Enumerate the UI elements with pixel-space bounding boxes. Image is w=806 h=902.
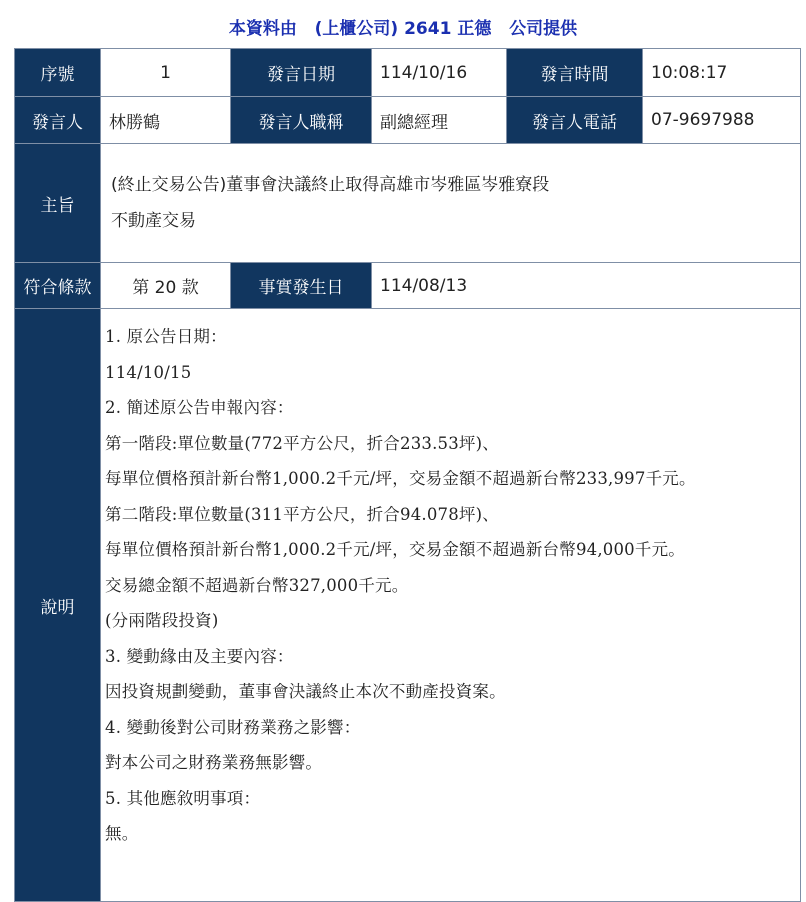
speaker-phone-value: 07-9697988 <box>643 97 801 144</box>
header-prefix: 本資料由 <box>228 19 297 39</box>
description-line: 3. 變動緣由及主要內容： <box>105 646 294 666</box>
table-row <box>15 97 801 144</box>
description-line: 1. 原公告日期： <box>105 327 227 346</box>
table-row <box>15 263 801 309</box>
fact-date-value: 114/08/13 <box>372 263 801 309</box>
header-suffix: 公司提供 <box>509 19 578 39</box>
subject-line: (終止交易公告)董事會決議終止取得高雄市岑雅區岑雅寮段 <box>111 175 550 195</box>
speaker-label: 發言人 <box>15 97 101 144</box>
description-label: 說明 <box>15 309 101 902</box>
seq-value: 1 <box>101 49 231 97</box>
header-company: (上櫃公司) 2641 正德 <box>314 19 492 39</box>
description-line: 4. 變動後對公司財務業務之影響： <box>105 717 361 737</box>
subject-label: 主旨 <box>15 144 101 263</box>
description-line: 對本公司之財務業務無影響。 <box>105 753 323 772</box>
description-line: (分兩階段投資) <box>105 611 219 630</box>
page-title <box>0 14 806 39</box>
subject-value <box>101 144 801 263</box>
table-row <box>15 49 801 97</box>
clause-label: 符合條款 <box>15 263 101 309</box>
description-line: 因投資規劃變動，董事會決議終止本次不動產投資案。 <box>105 682 506 701</box>
description-line: 每單位價格預計新台幣1,000.2千元/坪，交易金額不超過新台幣94,000千元。 <box>105 540 685 559</box>
description-line: 2. 簡述原公告申報內容： <box>105 398 294 417</box>
time-value: 10:08:17 <box>643 49 801 97</box>
table-row <box>15 144 801 263</box>
description-line: 5. 其他應敘明事項： <box>105 788 261 808</box>
speaker-title-value: 副總經理 <box>372 97 507 144</box>
description-line: 第二階段:單位數量(311平方公尺，折合94.078坪)、 <box>105 504 499 524</box>
announcement-table <box>14 48 801 902</box>
seq-label: 序號 <box>15 49 101 97</box>
subject-line: 不動產交易 <box>111 211 196 231</box>
table-row <box>15 309 801 902</box>
description-value <box>101 309 801 902</box>
speaker-title-label: 發言人職稱 <box>231 97 372 144</box>
description-line: 第一階段:單位數量(772平方公尺，折合233.53坪)、 <box>105 433 499 453</box>
date-label: 發言日期 <box>231 49 372 97</box>
speaker-phone-label: 發言人電話 <box>507 97 643 144</box>
speaker-value: 林勝鶴 <box>101 97 231 144</box>
fact-date-label: 事實發生日 <box>231 263 372 309</box>
clause-value: 第 20 款 <box>101 263 231 309</box>
time-label: 發言時間 <box>507 49 643 97</box>
description-line: 無。 <box>105 824 139 843</box>
description-line: 每單位價格預計新台幣1,000.2千元/坪，交易金額不超過新台幣233,997千元。 <box>105 469 696 488</box>
description-line: 交易總金額不超過新台幣327,000千元。 <box>105 575 409 595</box>
description-line: 114/10/15 <box>105 362 192 382</box>
date-value: 114/10/16 <box>372 49 507 97</box>
